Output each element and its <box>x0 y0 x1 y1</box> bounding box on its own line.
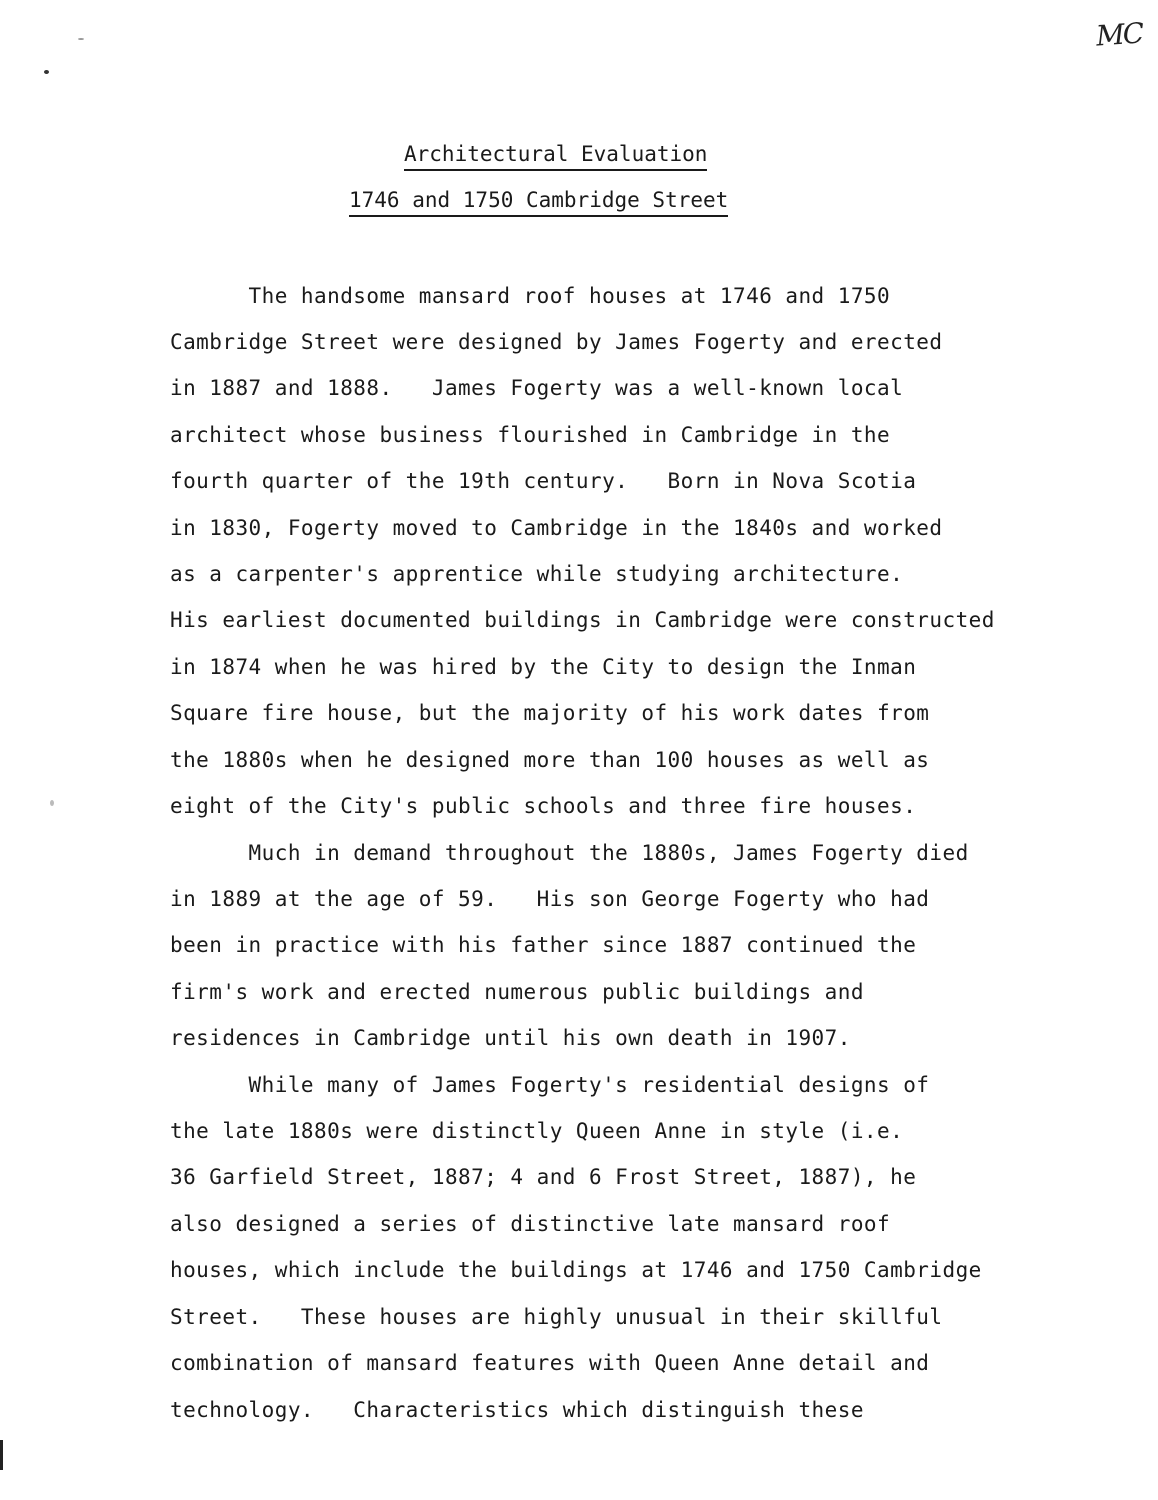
scan-speck <box>78 38 84 40</box>
body-line: in 1887 and 1888. James Fogerty was a well-known local <box>170 376 904 400</box>
body-line: been in practice with his father since 1887 continued the <box>170 933 917 957</box>
title-line-2: 1746 and 1750 Cambridge Street <box>349 186 728 217</box>
body-line: While many of James Fogerty's residential designs of <box>170 1073 930 1097</box>
body-line: The handsome mansard roof houses at 1746 and 1750 <box>170 284 891 308</box>
handwritten-initials: MC <box>1094 16 1144 53</box>
body-line: His earliest documented buildings in Cambridge were constructed <box>170 608 995 632</box>
body-line: Square fire house, but the majority of his work dates from <box>170 701 930 725</box>
body-line: in 1874 when he was hired by the City to design the Inman <box>170 655 917 679</box>
title-line-1: Architectural Evaluation <box>404 140 707 171</box>
body-line: in 1830, Fogerty moved to Cambridge in the 1840s and worked <box>170 516 943 540</box>
body-line: fourth quarter of the 19th century. Born in Nova Scotia <box>170 469 917 493</box>
body-line: houses, which include the buildings at 1746 and 1750 Cambridge <box>170 1258 982 1282</box>
scan-edge-mark <box>0 1440 3 1470</box>
body-line: Cambridge Street were designed by James Fogerty and erected <box>170 330 943 354</box>
body-line: in 1889 at the age of 59. His son George Fogerty who had <box>170 887 930 911</box>
body-line: architect whose business flourished in Cambridge in the <box>170 423 891 447</box>
body-line: 36 Garfield Street, 1887; 4 and 6 Frost Street, 1887), he <box>170 1165 917 1189</box>
body-line: residences in Cambridge until his own death in 1907. <box>170 1026 851 1050</box>
body-line: Street. These houses are highly unusual in their skillful <box>170 1305 943 1329</box>
body-line: the late 1880s were distinctly Queen Anne in style (i.e. <box>170 1119 904 1143</box>
body-line: as a carpenter's apprentice while studying architecture. <box>170 562 904 586</box>
body-line: combination of mansard features with Queen Anne detail and <box>170 1351 930 1375</box>
scan-speck <box>50 800 54 806</box>
body-line: firm's work and erected numerous public buildings and <box>170 980 864 1004</box>
body-line: Much in demand throughout the 1880s, James Fogerty died <box>170 841 969 865</box>
body-line: also designed a series of distinctive late mansard roof <box>170 1212 891 1236</box>
body-line: technology. Characteristics which distinguish these <box>170 1398 864 1422</box>
body-line: the 1880s when he designed more than 100 houses as well as <box>170 748 930 772</box>
scan-speck <box>44 70 49 74</box>
body-line: eight of the City's public schools and three fire houses. <box>170 794 917 818</box>
